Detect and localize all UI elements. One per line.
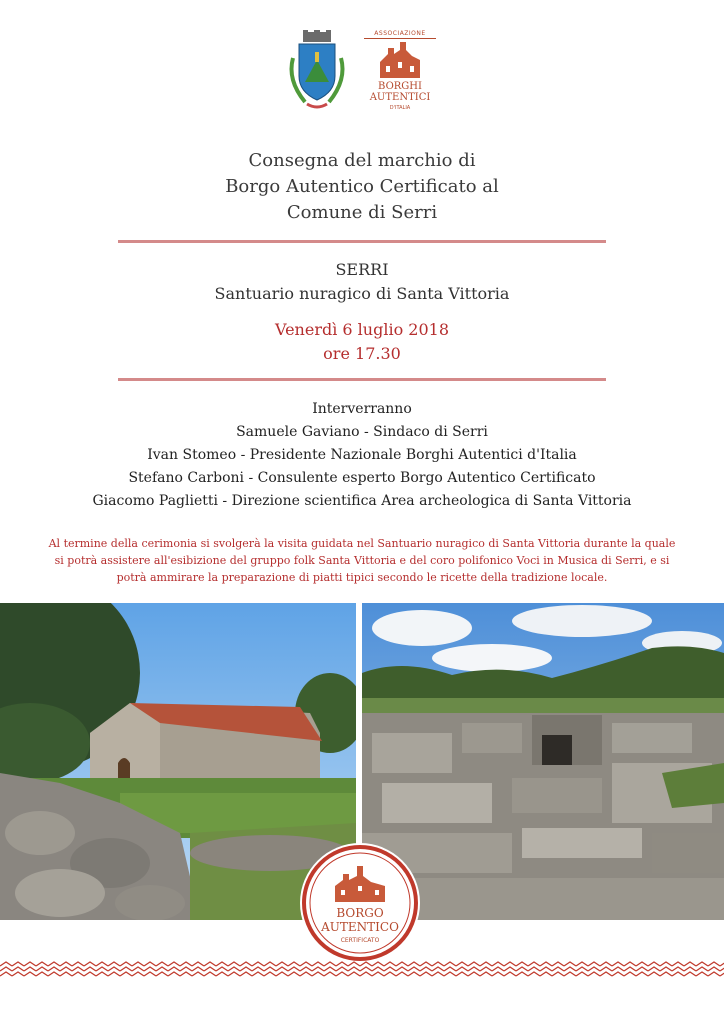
borghi-autentici-logo [364,30,436,116]
badge-line3: CERTIFICATO [340,937,380,944]
divider-bottom [118,378,606,381]
speaker-item: Ivan Stomeo - Presidente Nazionale Borghi Autentici d'Italia [147,447,577,463]
event-date: Venerdì 6 luglio 2018 [274,320,450,339]
venue-place: Santuario nuragico di Santa Vittoria [214,284,510,303]
badge-line1: BORGO [336,906,384,920]
castle-icon [378,40,422,80]
event-time: ore 17.30 [323,344,401,363]
title-line-3: Comune di Serri [286,202,438,223]
title-line-1: Consegna del marchio di [248,150,476,171]
speakers-heading: Interverranno [312,401,412,417]
badge-circle-icon [299,842,421,964]
assoc-top-text: ASSOCIAZIONE [364,30,436,39]
event-note: Al termine della cerimonia si svolgerà la visita guidata nel Santuario nuragico di Santa Vittoria durante la quale si potrà assistere all'esibizione del gruppo folk Santa Vittoria e del coro polifonico Voci in Musica di Serri, e si potrà ammirare la preparazione di piatti tipici secondo le ricette della tradizione locale. [48,537,676,584]
assoc-line3: D'ITALIA [389,105,411,111]
assoc-line2: AUTENTICI [369,92,431,103]
title-line-2: Borgo Autentico Certificato al [225,176,499,197]
divider-top [118,240,606,243]
venue-town: SERRI [335,260,389,279]
badge-line2: AUTENTICO [321,920,399,934]
speaker-item: Stefano Carboni - Consulente esperto Borgo Autentico Certificato [128,470,596,486]
speaker-item: Samuele Gaviano - Sindaco di Serri [236,424,488,440]
speaker-item: Giacomo Paglietti - Direzione scientifica Area archeologica di Santa Vittoria [92,493,632,509]
comune-crest-logo [283,30,351,114]
decorative-border [0,960,724,980]
borgo-autentico-badge [299,842,421,964]
assoc-line1: BORGHI [378,81,422,92]
